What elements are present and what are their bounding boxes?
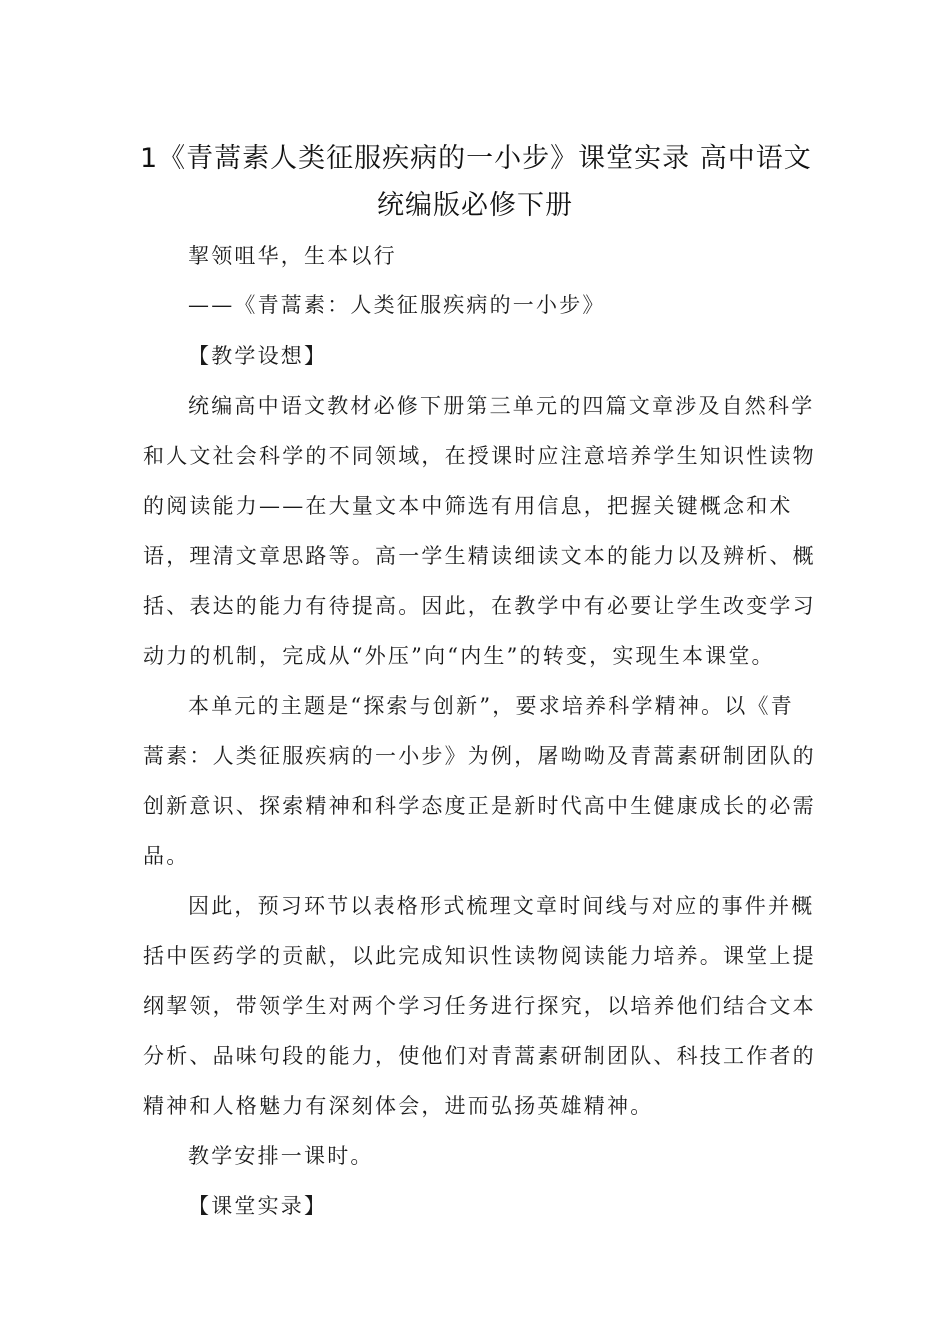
subtitle-sub: ——《青蒿素：人类征服疾病的一小步》 <box>188 293 606 317</box>
paragraph-line: 括、表达的能力有待提高。因此，在教学中有必要让学生改变学习 <box>143 594 816 618</box>
paragraph-line: 蒿素：人类征服疾病的一小步》为例，屠呦呦及青蒿素研制团队的 <box>143 744 816 768</box>
paragraph-line: 和人文社会科学的不同领域，在授课时应注意培养学生知识性读物 <box>143 444 816 468</box>
paragraph-line: 统编高中语文教材必修下册第三单元的四篇文章涉及自然科学 <box>188 394 815 418</box>
section-heading-classroom-record: 【课堂实录】 <box>188 1194 328 1218</box>
paragraph-line: 语，理清文章思路等。高一学生精读细读文本的能力以及辨析、概 <box>143 544 816 568</box>
paragraph-line: 精神和人格魅力有深刻体会，进而弘扬英雄精神。 <box>143 1094 654 1118</box>
paragraph-line: 纲挈领，带领学生对两个学习任务进行探究，以培养他们结合文本 <box>143 994 816 1018</box>
paragraph-line: 动力的机制，完成从“外压”向“内生”的转变，实现生本课堂。 <box>143 644 775 668</box>
document-title-line-2: 统编版必修下册 <box>377 190 573 221</box>
subtitle-main: 挈领咀华，生本以行 <box>188 244 397 268</box>
section-heading-teaching-design: 【教学设想】 <box>188 344 328 368</box>
paragraph-line: 创新意识、探索精神和科学态度正是新时代高中生健康成长的必需 <box>143 794 816 818</box>
paragraph-line: 品。 <box>143 844 190 868</box>
paragraph-line: 括中医药学的贡献，以此完成知识性读物阅读能力培养。课堂上提 <box>143 944 816 968</box>
paragraph-line: 教学安排一课时。 <box>188 1144 374 1168</box>
document-title-line-1: 1《青蒿素人类征服疾病的一小步》课堂实录 高中语文 <box>140 143 812 174</box>
paragraph-line: 因此，预习环节以表格形式梳理文章时间线与对应的事件并概 <box>188 894 815 918</box>
paragraph-line: 的阅读能力——在大量文本中筛选有用信息，把握关键概念和术 <box>143 494 793 518</box>
paragraph-line: 本单元的主题是“探索与创新”，要求培养科学精神。以《青 <box>188 694 794 718</box>
paragraph-line: 分析、品味句段的能力，使他们对青蒿素研制团队、科技工作者的 <box>143 1044 816 1068</box>
